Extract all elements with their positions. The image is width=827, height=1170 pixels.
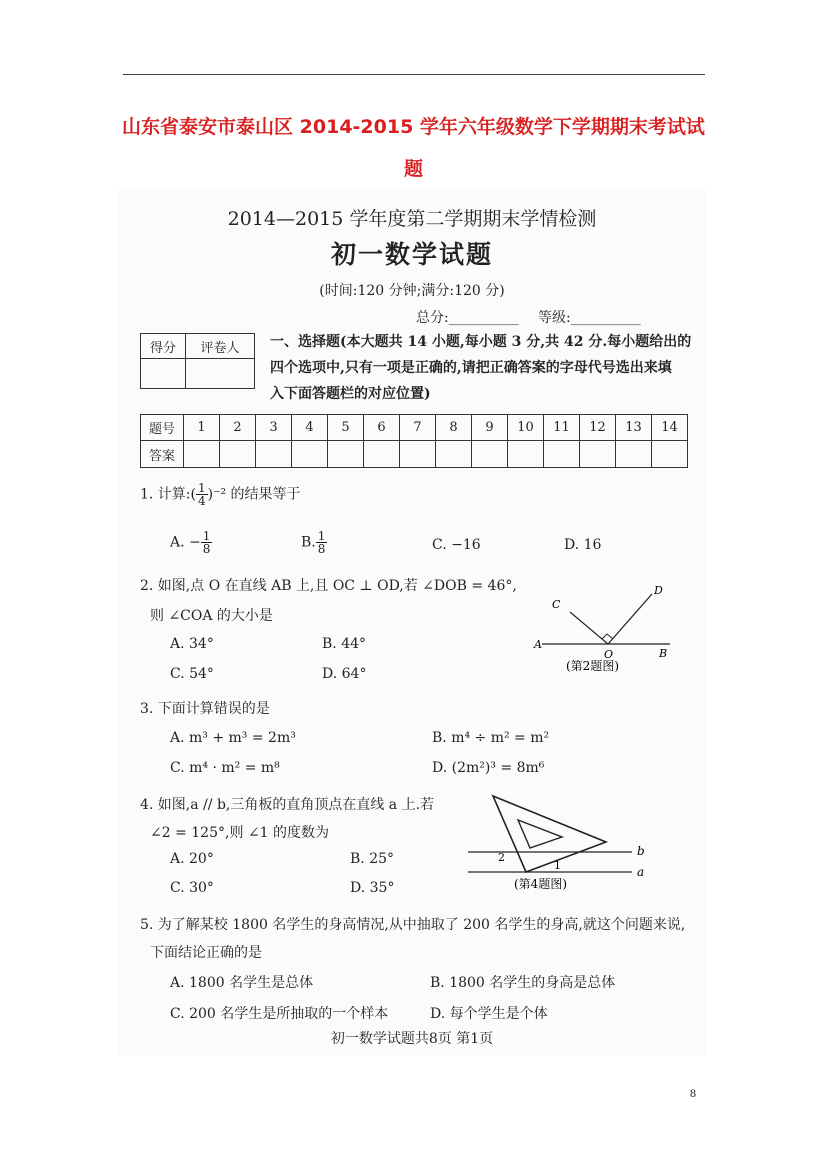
q4-triangle-inner xyxy=(518,820,562,848)
q5-stem-line2: 下面结论正确的是 xyxy=(150,945,262,961)
q4-stem-line1: 4. 如图,a // b,三角板的直角顶点在直线 a 上.若 xyxy=(140,797,435,813)
answer-table-number-11: 11 xyxy=(544,415,580,441)
q4-label-a: a xyxy=(637,865,645,879)
answer-table-answer-cell-5[interactable] xyxy=(328,441,364,468)
q2-ray-od xyxy=(608,594,652,644)
q5-option-a: A. 1800 名学生是总体 xyxy=(170,975,314,991)
q1-opt-b-den: 8 xyxy=(317,542,326,556)
answer-table-answer-cell-3[interactable] xyxy=(256,441,292,468)
q5-option-b: B. 1800 名学生的身高是总体 xyxy=(430,975,616,991)
q1-opt-a-frac xyxy=(201,530,213,555)
document-title-line1: 山东省泰安市泰山区 2014-2015 学年六年级数学下学期期末考试试 xyxy=(122,116,705,138)
answer-table-number-4: 4 xyxy=(292,415,328,441)
answer-table-number-9: 9 xyxy=(472,415,508,441)
exam-title: 初一数学试题 xyxy=(330,240,493,269)
answer-table-answer-cell-7[interactable] xyxy=(400,441,436,468)
answer-table-number-8: 8 xyxy=(436,415,472,441)
answer-table-answer-cell-6[interactable] xyxy=(364,441,400,468)
answer-table-number-5: 5 xyxy=(328,415,364,441)
q2-option-c: C. 54° xyxy=(170,666,214,682)
section1-instruction-line1: 一、选择题(本大题共 14 小题,每小题 3 分,共 42 分.每小题给出的 xyxy=(270,334,692,350)
q4-caption: (第4题图) xyxy=(514,877,567,891)
answer-table-number-1: 1 xyxy=(184,415,220,441)
q3-option-b: B. m⁴ ÷ m² = m² xyxy=(432,730,550,746)
q4-option-d: D. 35° xyxy=(350,880,395,896)
scanned-exam-page xyxy=(118,190,706,1055)
q5-option-d: D. 每个学生是个体 xyxy=(430,1006,548,1022)
q2-figure xyxy=(530,582,680,672)
header-rule xyxy=(123,74,705,75)
q2-stem-line2: 则 ∠COA 的大小是 xyxy=(150,608,273,624)
q2-label-d: D xyxy=(654,584,663,597)
q2-label-a: A xyxy=(534,638,542,651)
q5-option-c: C. 200 名学生是所抽取的一个样本 xyxy=(170,1006,389,1022)
q4-stem-line2: ∠2 = 125°,则 ∠1 的度数为 xyxy=(150,825,329,841)
q2-label-c: C xyxy=(552,598,561,611)
q1-frac-den: 4 xyxy=(198,494,206,508)
q4-label-2: 2 xyxy=(498,851,505,864)
q1-stem xyxy=(140,482,301,507)
answer-table-number-label: 题号 xyxy=(141,415,184,441)
q2-right-angle-mark xyxy=(602,634,613,639)
q1-option-b xyxy=(301,530,327,555)
answer-table-answer-cell-13[interactable] xyxy=(616,441,652,468)
q1-option-c: C. −16 xyxy=(432,537,481,553)
answer-table-number-6: 6 xyxy=(364,415,400,441)
q2-option-a: A. 34° xyxy=(170,636,214,652)
q1-option-d: D. 16 xyxy=(564,537,602,553)
answer-table-answer-cell-11[interactable] xyxy=(544,441,580,468)
exam-time-info: (时间:120 分钟;满分:120 分) xyxy=(319,283,505,299)
q3-stem: 3. 下面计算错误的是 xyxy=(140,701,270,717)
q3-option-d: D. (2m²)³ = 8m⁶ xyxy=(432,760,545,776)
q1-opt-a-den: 8 xyxy=(202,542,211,556)
q2-stem-line1: 2. 如图,点 O 在直线 AB 上,且 OC ⊥ OD,若 ∠DOB = 46°, xyxy=(140,578,517,594)
q1-frac-num: 1 xyxy=(198,481,206,495)
section1-instruction-line3: 入下面答题栏的对应位置) xyxy=(270,386,431,402)
q4-label-1: 1 xyxy=(554,859,561,872)
score-box-grader-cell xyxy=(186,359,255,389)
q1-stem-b: )⁻² 的结果等于 xyxy=(207,486,301,503)
answer-table-answer-cell-4[interactable] xyxy=(292,441,328,468)
q2-option-d: D. 64° xyxy=(322,666,367,682)
q4-option-c: C. 30° xyxy=(170,880,214,896)
total-score-label: 总分:__________ xyxy=(416,310,519,326)
page-number: 8 xyxy=(690,1086,696,1100)
exam-subtitle: 2014—2015 学年度第二学期期末学情检测 xyxy=(227,208,597,230)
answer-table-answer-cell-12[interactable] xyxy=(580,441,616,468)
answer-table-answer-cell-2[interactable] xyxy=(220,441,256,468)
q4-option-a: A. 20° xyxy=(170,851,214,867)
answer-table-number-2: 2 xyxy=(220,415,256,441)
answer-table-answer-cell-10[interactable] xyxy=(508,441,544,468)
document-title-line2: 题 xyxy=(403,158,423,180)
q4-label-b: b xyxy=(637,844,645,858)
q1-stem-a: 1. 计算:( xyxy=(140,486,196,503)
q1-option-a xyxy=(170,530,212,555)
grade-label: 等级:__________ xyxy=(538,310,641,326)
score-box-score-label: 得分 xyxy=(141,334,186,359)
answer-table-number-14: 14 xyxy=(652,415,688,441)
score-box-grader-label: 评卷人 xyxy=(186,334,255,359)
score-box-score-cell xyxy=(141,359,186,389)
q4-option-b: B. 25° xyxy=(350,851,395,867)
q1-fraction xyxy=(196,482,208,507)
q1-opt-b-frac xyxy=(316,530,328,555)
q1-opt-b-prefix: B. xyxy=(301,534,316,551)
q2-label-o: O xyxy=(604,648,614,661)
q1-opt-a-num: 1 xyxy=(202,529,211,543)
answer-table-number-3: 3 xyxy=(256,415,292,441)
q4-triangle-outer xyxy=(493,796,606,872)
q2-option-b: B. 44° xyxy=(322,636,367,652)
q2-label-b: B xyxy=(659,647,668,660)
answer-table-number-10: 10 xyxy=(508,415,544,441)
q3-option-c: C. m⁴ · m² = m⁸ xyxy=(170,760,280,776)
answer-table-number-13: 13 xyxy=(616,415,652,441)
answer-table-answer-cell-9[interactable] xyxy=(472,441,508,468)
answer-table-number-7: 7 xyxy=(400,415,436,441)
answer-table-number-12: 12 xyxy=(580,415,616,441)
answer-table-answer-cell-14[interactable] xyxy=(652,441,688,468)
q5-stem-line1: 5. 为了解某校 1800 名学生的身高情况,从中抽取了 200 名学生的身高,就这个问题来说, xyxy=(140,917,686,933)
answer-table-answer-cell-8[interactable] xyxy=(436,441,472,468)
q4-figure xyxy=(468,792,652,892)
q1-opt-b-num: 1 xyxy=(317,529,326,543)
section1-instruction-line2: 四个选项中,只有一项是正确的,请把正确答案的字母代号选出来填 xyxy=(270,360,672,376)
answer-table-answer-label: 答案 xyxy=(141,441,184,468)
answer-table-answer-cell-1[interactable] xyxy=(184,441,220,468)
answer-table xyxy=(140,414,688,468)
score-box xyxy=(140,333,255,389)
exam-page-footer: 初一数学试题共8页 第1页 xyxy=(330,1031,494,1047)
q1-opt-a-prefix: A. − xyxy=(170,534,201,551)
q2-caption: (第2题图) xyxy=(566,659,619,672)
q3-option-a: A. m³ + m³ = 2m³ xyxy=(170,730,296,746)
